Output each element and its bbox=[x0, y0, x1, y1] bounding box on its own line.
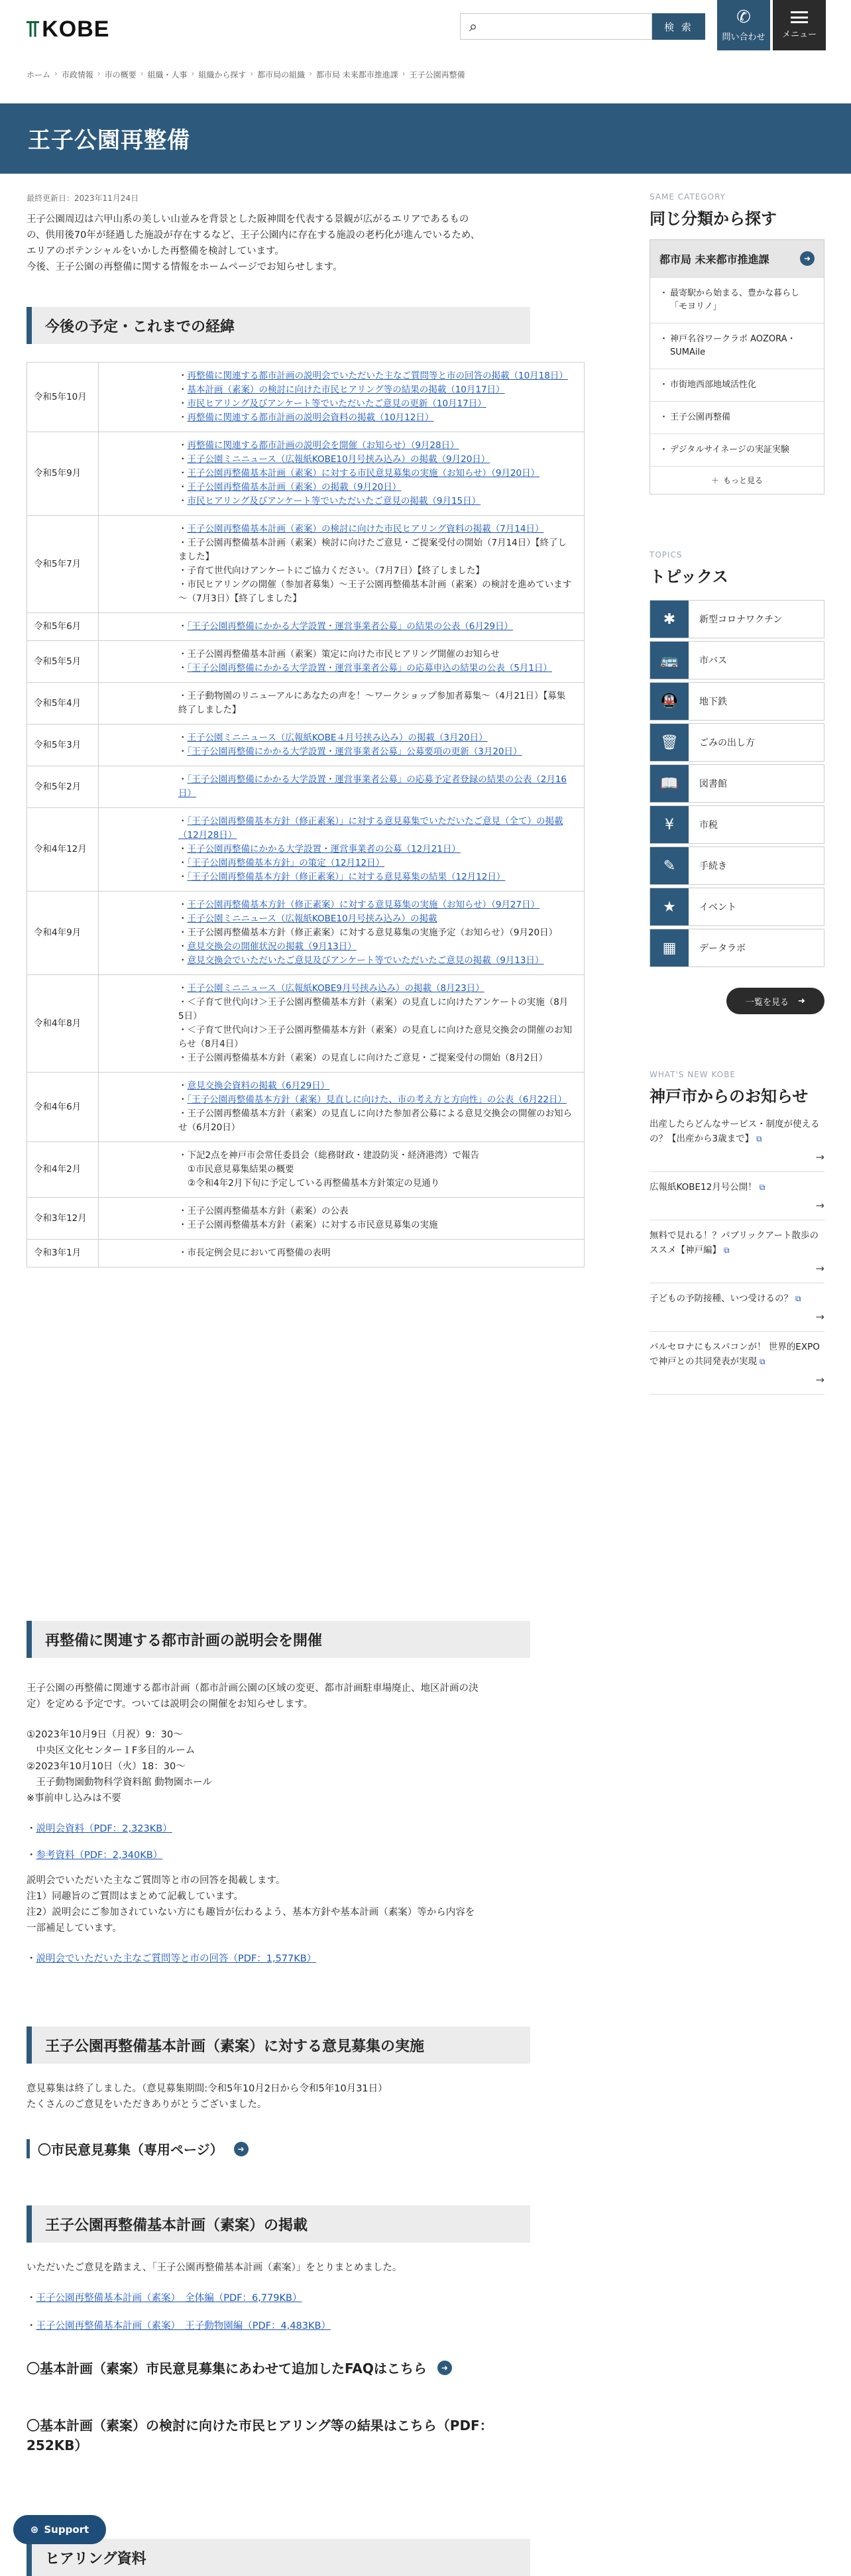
support-button[interactable] bbox=[13, 2515, 106, 2544]
faq-label: 〇基本計画（素案）市民意見募集にあわせて追加したFAQはこちら bbox=[27, 2361, 427, 2376]
topic-label: 市バス bbox=[699, 656, 727, 666]
schedule-row bbox=[27, 1142, 585, 1198]
contact-label: 問い合わせ bbox=[722, 32, 766, 42]
document-icon: ✎ bbox=[650, 847, 689, 884]
intro-line: エリアのポテンシャルをいかした再整備を検討しています。 bbox=[27, 246, 284, 257]
schedule-date: 令和5年7月 bbox=[27, 516, 99, 613]
hamburger-menu-icon bbox=[791, 11, 808, 23]
plan-text: いただいたご意見を踏まえ、「王子公園再整備基本計画（素案）」をとりまとめました。 bbox=[27, 2262, 402, 2273]
schedule-item-link[interactable]: 王子公園再整備基本方針（修正素案）に対する意見募集の実施（お知らせ）（9月27日） bbox=[187, 900, 540, 910]
breadcrumb-item[interactable]: 組織から探す bbox=[198, 70, 247, 80]
schedule-item-text: 王子公園再整備基本方針（素案）の見直しに向けた参加者公募による意見交換会の開催のお知らせ（6月20日） bbox=[178, 1108, 572, 1133]
list-view-label: 一覧を見る bbox=[746, 997, 789, 1008]
schedule-date: 令和4年9月 bbox=[27, 892, 99, 975]
virus-icon: ✱ bbox=[650, 601, 689, 638]
chart-icon: ▦ bbox=[650, 929, 689, 966]
schedule-date: 令和4年6月 bbox=[27, 1073, 99, 1142]
topic-label: 新型コロナワクチン bbox=[699, 615, 783, 625]
sidebar-topics bbox=[650, 550, 824, 1008]
breadcrumb-item[interactable]: 都市局の組織 bbox=[257, 70, 306, 80]
schedule-item-link[interactable]: 基本計画（素案）の検討に向けた市民ヒアリング等の結果の掲載（10月17日） bbox=[187, 384, 505, 395]
meeting-text: 定）を定める予定です。ついては説明会の開催をお知らせします。 bbox=[27, 1699, 313, 1710]
news-title: 神戸市からのお知らせ bbox=[650, 1087, 809, 1106]
phone-icon: ✆ bbox=[736, 7, 751, 27]
news-title: 無料で見れる！？パブリックアート散歩のススメ【神戸編】 bbox=[650, 1230, 819, 1256]
breadcrumb-item[interactable]: 市の概要 bbox=[104, 70, 137, 80]
news-title: 広報紙KOBE12月号公開！ bbox=[650, 1182, 757, 1193]
intro-text bbox=[27, 211, 550, 275]
schedule-item-link[interactable]: 王子公園再整備基本計画（素案）に対する市民意見募集の実施（お知らせ）（9月20日） bbox=[187, 468, 540, 479]
arrow-right-icon: → bbox=[815, 1262, 824, 1275]
news-item[interactable] bbox=[650, 1172, 824, 1220]
breadcrumb-item[interactable]: 組織・人事 bbox=[147, 70, 188, 80]
opinion-heading: 王子公園再整備基本計画（素案）に対する意見募集の実施 bbox=[27, 2026, 530, 2064]
opinion-text: 意見募集は終了しました。（意見募集期間:令和5年10月2日から令和5年10月31日） bbox=[27, 2083, 388, 2094]
breadcrumb-item[interactable]: ホーム bbox=[27, 70, 51, 80]
topic-label: 手続き bbox=[699, 861, 727, 872]
meeting-schedule-line: 王子動物園動物科学資料館 動物園ホール bbox=[27, 1777, 212, 1788]
schedule-item-link[interactable]: 市民ヒアリング及びアンケート等でいただいたご意見の掲載（9月15日） bbox=[187, 496, 481, 506]
topic-item[interactable] bbox=[650, 764, 824, 803]
schedule-date: 令和5年5月 bbox=[27, 641, 99, 683]
search-box bbox=[460, 13, 652, 40]
meeting-schedule-line: 中央区文化センター１F多目的ルーム bbox=[27, 1745, 196, 1756]
plan-full-pdf-link[interactable]: 王子公園再整備基本計画（素案） 全体編（PDF：6,779KB） bbox=[36, 2293, 302, 2304]
meeting-heading: 再整備に関連する都市計画の説明会を開催 bbox=[27, 1621, 530, 1658]
meeting-schedule-line: ※事前申し込みは不要 bbox=[27, 1793, 121, 1804]
meeting-section bbox=[27, 1621, 530, 1967]
search-icon: ⌕ bbox=[469, 18, 478, 35]
support-label: Support bbox=[44, 2524, 89, 2536]
hearing-results-label: 〇基本計画（素案）の検討に向けた市民ヒアリング等の結果はこちら（PDF：252KB） bbox=[27, 2418, 493, 2453]
kobe-logo-mark-icon: ⫪ bbox=[27, 16, 38, 42]
event-icon: ★ bbox=[650, 888, 689, 925]
same-category-title: 同じ分類から探す bbox=[650, 209, 777, 228]
schedule-date: 令和5年9月 bbox=[27, 432, 99, 516]
schedule-row bbox=[27, 725, 585, 766]
schedule-date: 令和5年10月 bbox=[27, 363, 99, 432]
schedule-item-text: 王子動物園のリニューアルにあなたの声を！～ワークショップ参加者募集～（4月21日）【募集終了しました】 bbox=[178, 691, 566, 715]
topic-item[interactable] bbox=[650, 805, 824, 844]
topic-item[interactable] bbox=[650, 888, 824, 926]
topic-label: データラボ bbox=[699, 943, 746, 954]
news-list bbox=[650, 1109, 824, 1395]
news-title: 出産したらどんなサービス・制度が使えるの？【出産から3歳まで】 bbox=[650, 1119, 820, 1144]
meeting-note: 注1）同趣旨のご質問はまとめて記載しています。 bbox=[27, 1891, 244, 1902]
schedule-item-text: 下記2点を神戸市会常任委員会（総務財政・建設防災・経済港湾）で報告 bbox=[187, 1150, 480, 1161]
arrow-right-icon: ➜ bbox=[234, 2142, 249, 2156]
schedule-date: 令和3年1月 bbox=[27, 1240, 99, 1267]
schedule-item-link[interactable]: 「王子公園再整備基本方針（修正素案）」に対する意見募集でいただいたご意見（全て）の掲載（12月28日） bbox=[178, 816, 563, 841]
schedule-item-link[interactable]: 再整備に関連する都市計画の説明会資料の掲載（10月12日） bbox=[187, 412, 434, 423]
schedule-date: 令和4年12月 bbox=[27, 808, 99, 892]
schedule-item-link[interactable]: 王子公園再整備基本計画（素案）の掲載（9月20日） bbox=[187, 482, 402, 493]
schedule-item-text: 王子公園再整備基本方針（素案）の公表 bbox=[187, 1206, 349, 1216]
site-header bbox=[0, 0, 851, 54]
external-link-icon: ⧉ bbox=[759, 1183, 766, 1192]
breadcrumb-item[interactable]: 市政情報 bbox=[61, 70, 93, 80]
topic-label: 地下鉄 bbox=[699, 697, 727, 707]
hearing-section bbox=[27, 2539, 530, 2576]
category-item[interactable]: ・ 神戸名谷ワークラボ AOZORA・SUMAile bbox=[650, 323, 824, 369]
intro-line: 今後、王子公園の再整備に関する情報をホームページでお知らせします。 bbox=[27, 262, 343, 272]
faq-link[interactable] bbox=[27, 2358, 530, 2377]
schedule-item-link[interactable]: 意見交換会でいただいたご意見及びアンケート等でいただいたご意見の掲載（9月13日） bbox=[187, 955, 544, 966]
external-link-icon: ⧉ bbox=[795, 1294, 801, 1303]
menu-button[interactable] bbox=[773, 0, 826, 50]
schedule-row bbox=[27, 683, 585, 725]
menu-label: メニュー bbox=[781, 29, 817, 40]
schedule-item-text: 子育て世代向けアンケートにご協力ください。（7月7日）【終了しました】 bbox=[187, 565, 484, 576]
schedule-heading: 今後の予定・これまでの経緯 bbox=[27, 307, 530, 344]
news-title: 子どもの予防接種、いつ受けるの？ bbox=[650, 1293, 793, 1304]
schedule-row bbox=[27, 808, 585, 892]
schedule-table bbox=[27, 362, 585, 1267]
intro-line: の、供用後70年が経過した施設が存在するなど、王子公園内に存在する施設の老朽化が進んでいるため、 bbox=[27, 230, 481, 241]
schedule-row bbox=[27, 613, 585, 641]
page-title-band bbox=[0, 103, 851, 174]
schedule-item-text: 王子公園再整備基本計画（素案）検討に向けたご意見・ご提案受付の開始（7月14日）【終了しました】 bbox=[178, 538, 567, 562]
topic-label: 市税 bbox=[699, 820, 718, 831]
opinion-text: たくさんのご意見をいただきありがとうございました。 bbox=[27, 2099, 267, 2110]
schedule-row bbox=[27, 1073, 585, 1142]
plus-icon: ＋ bbox=[710, 476, 719, 485]
arrow-right-icon: → bbox=[815, 1374, 824, 1386]
schedule-item-link[interactable]: 市民ヒアリング及びアンケート等でいただいたご意見の更新（10月17日） bbox=[187, 398, 486, 409]
schedule-item-text: ＜子育て世代向け＞王子公園再整備基本方針（素案）の見直しに向けたアンケートの実施（8月5日） bbox=[178, 997, 569, 1022]
topic-item[interactable] bbox=[650, 723, 824, 762]
news-item[interactable] bbox=[650, 1283, 824, 1332]
sidebar-same-category bbox=[650, 192, 824, 495]
schedule-date: 令和3年12月 bbox=[27, 1198, 99, 1240]
arrow-right-icon: ➜ bbox=[798, 996, 805, 1006]
meeting-schedule-line: ①2023年10月9日（月祝）9：30～ bbox=[27, 1729, 183, 1740]
schedule-date: 令和5年3月 bbox=[27, 725, 99, 766]
schedule-item-link[interactable]: 王子公園再整備基本計画（素案）の検討に向けた市民ヒアリング資料の掲載（7月14日） bbox=[187, 524, 544, 534]
schedule-item-link[interactable]: 再整備に関連する都市計画の説明会を開催（お知らせ）（9月28日） bbox=[187, 440, 459, 451]
meeting-text: 王子公園の再整備に関連する都市計画（都市計画公園の区域の変更、都市計画駐車場廃止、地区計画の決 bbox=[27, 1683, 479, 1694]
schedule-row bbox=[27, 432, 585, 516]
schedule-item-text: ＜子育て世代向け＞王子公園再整備基本方針（素案）の見直しに向けた意見交換会の開催のお知らせ（8月4日） bbox=[178, 1025, 572, 1049]
breadcrumb-current: 王子公園再整備 bbox=[409, 70, 465, 80]
plan-heading: 王子公園再整備基本計画（素案）の掲載 bbox=[27, 2205, 530, 2243]
category-item[interactable]: ・ 最寄駅から始まる、豊かな暮らし「モヨリノ」 bbox=[650, 277, 824, 323]
schedule-item-text: 王子公園再整備基本方針（素案）に対する市民意見募集の実施 bbox=[187, 1220, 438, 1230]
topic-item[interactable] bbox=[650, 600, 824, 638]
opinion-section bbox=[27, 2026, 530, 2158]
topic-item[interactable] bbox=[650, 847, 824, 885]
intro-line: 王子公園周辺は六甲山系の美しい山並みを背景とした阪神間を代表する景観が広がるエリアであるもの bbox=[27, 214, 469, 225]
list-view-button[interactable] bbox=[726, 988, 824, 1014]
meeting-note: 一部補足しています。 bbox=[27, 1923, 122, 1934]
schedule-row bbox=[27, 516, 585, 613]
schedule-item-text: 王子公園再整備基本方針（素案）の見直しに向けたご意見・ご提案受付の開始（8月2日） bbox=[187, 1053, 548, 1063]
schedule-item-link[interactable]: 「王子公園再整備にかかる大学設置・運営事業者公募」の応募申込の結果の公表（5月1日） bbox=[187, 663, 552, 673]
schedule-item-link[interactable]: 王子公園再整備にかかる大学設置・運営事業者の公募（12月21日） bbox=[187, 844, 461, 854]
schedule-item-text: 王子公園再整備基本計画（素案）策定に向けた市民ヒアリング開催のお知らせ bbox=[187, 649, 500, 660]
arrow-right-icon: → bbox=[815, 1199, 824, 1212]
external-link-icon: ⧉ bbox=[724, 1246, 730, 1255]
topic-label: 図書館 bbox=[699, 779, 727, 790]
contact-button[interactable] bbox=[717, 0, 770, 50]
schedule-item-link[interactable]: 「王子公園再整備にかかる大学設置・運営事業者公募」公募要項の更新（3月20日） bbox=[187, 746, 522, 757]
schedule-row bbox=[27, 363, 585, 432]
schedule-row bbox=[27, 1198, 585, 1240]
schedule-date: 令和4年2月 bbox=[27, 1142, 99, 1198]
topic-item[interactable] bbox=[650, 682, 824, 721]
kobe-logo-text: KOBE bbox=[42, 16, 110, 42]
trash-icon: 🗑 bbox=[650, 724, 689, 761]
meeting-note: 説明会でいただいた主なご質問等と市の回答を掲載します。 bbox=[27, 1875, 286, 1886]
schedule-item-text: 市長定例会見において再整備の表明 bbox=[187, 1248, 331, 1258]
arrow-right-icon: → bbox=[815, 1311, 824, 1323]
last-updated: 最終更新日：2023年11月24日 bbox=[27, 194, 139, 203]
page-title: 王子公園再整備 bbox=[28, 127, 190, 154]
schedule-item-text: 市民ヒアリングの開催（参加者募集）～王子公園再整備基本計画（素案）の検討を進めています～（7月3日）【終了しました】 bbox=[178, 579, 572, 604]
external-link-icon: ⧉ bbox=[760, 1357, 766, 1366]
schedule-row bbox=[27, 975, 585, 1073]
schedule-row bbox=[27, 641, 585, 683]
news-label: WHAT'S NEW KOBE bbox=[650, 1070, 736, 1079]
meeting-materials-link[interactable]: 説明会資料（PDF：2,323KB） bbox=[36, 1824, 172, 1834]
schedule-item-link[interactable]: 王子公園ミニニュース（広報紙KOBE9月号挟み込み）の掲載（8月23日） bbox=[187, 983, 484, 994]
schedule-item-link[interactable]: 「王子公園再整備にかかる大学設置・運営事業者公募」の結果の公表（6月29日） bbox=[187, 621, 514, 632]
sidebar-news bbox=[650, 1070, 824, 1395]
topic-item[interactable] bbox=[650, 929, 824, 967]
plan-zoo-pdf-link[interactable]: 王子公園再整備基本計画（素案） 王子動物園編（PDF：4,483KB） bbox=[36, 2321, 331, 2331]
reference-materials-link[interactable]: 参考資料（PDF：2,340KB） bbox=[36, 1850, 163, 1861]
breadcrumb-item[interactable]: 都市局 未来都市推進課 bbox=[315, 70, 398, 80]
news-item[interactable] bbox=[650, 1109, 824, 1172]
schedule-date: 令和5年2月 bbox=[27, 766, 99, 808]
category-box bbox=[650, 239, 824, 495]
subway-icon: 🚇 bbox=[650, 683, 689, 720]
meeting-schedule-line: ②2023年10月10日（火）18：30～ bbox=[27, 1761, 186, 1772]
arrow-right-icon: → bbox=[815, 1151, 824, 1163]
schedule-date: 令和5年4月 bbox=[27, 683, 99, 725]
same-category-label: SAME CATEGORY bbox=[650, 192, 726, 202]
book-icon: 📖 bbox=[650, 765, 689, 802]
schedule-item-link[interactable]: 王子公園ミニニュース（広報紙KOBE４月号挟み込み）の掲載（3月20日） bbox=[187, 732, 488, 743]
tax-icon: ¥ bbox=[650, 806, 689, 843]
public-comment-link[interactable] bbox=[27, 2139, 530, 2158]
news-item[interactable] bbox=[650, 1332, 824, 1395]
schedule-row bbox=[27, 766, 585, 808]
schedule-item-link[interactable]: 意見交換会の開催状況の掲載（9月13日） bbox=[187, 941, 357, 952]
topic-label: イベント bbox=[699, 902, 736, 913]
public-comment-label: 〇市民意見募集（専用ページ） bbox=[38, 2142, 223, 2158]
topics-label: TOPICS bbox=[650, 550, 683, 559]
search-input[interactable] bbox=[486, 15, 652, 38]
schedule-date: 令和5年6月 bbox=[27, 613, 99, 641]
hearing-results-link[interactable] bbox=[27, 2416, 557, 2455]
schedule-item-link[interactable]: 「王子公園再整備基本方針（素案）見直しに向けた、市の考え方と方向性」の公表（6月22日） bbox=[187, 1094, 567, 1105]
category-item[interactable]: ・ 王子公園再整備 bbox=[650, 401, 824, 434]
more-label: もっと見る bbox=[723, 476, 764, 485]
schedule-item-link[interactable]: 「王子公園再整備基本方針」の策定（12月12日） bbox=[187, 858, 385, 868]
category-item[interactable]: ・ デジタルサイネージの実証実験 bbox=[650, 434, 824, 466]
kobe-logo[interactable] bbox=[27, 16, 109, 42]
hearing-heading: ヒアリング資料 bbox=[27, 2539, 530, 2576]
bus-icon: 🚌 bbox=[650, 642, 689, 679]
category-head-label: 都市局 未来都市推進課 bbox=[659, 253, 769, 266]
category-item[interactable]: ・ 市街地西部地域活性化 bbox=[650, 369, 824, 401]
external-link-icon: ⧉ bbox=[756, 1134, 762, 1143]
schedule-row bbox=[27, 1240, 585, 1267]
schedule-item-text: 王子公園再整備基本方針（修正素案）に対する意見募集の実施予定（お知らせ）（9月20日） bbox=[187, 927, 558, 938]
meeting-materials bbox=[27, 1821, 530, 1863]
topic-item[interactable] bbox=[650, 641, 824, 679]
arrow-right-icon: ➜ bbox=[437, 2361, 452, 2375]
support-icon: ⊛ bbox=[30, 2524, 39, 2536]
qa-answers-link[interactable]: 説明会でいただいた主なご質問等と市の回答（PDF：1,577KB） bbox=[36, 1954, 317, 1964]
search-button[interactable]: 検 索 bbox=[652, 13, 705, 40]
category-head-link[interactable] bbox=[650, 240, 824, 277]
schedule-item-text: ①市民意見募集結果の概要 bbox=[188, 1164, 294, 1175]
schedule-row bbox=[27, 892, 585, 975]
schedule-item-link[interactable]: 意見交換会資料の掲載（6月29日） bbox=[187, 1081, 330, 1091]
meeting-note: 注2）説明会にご参加されていない方にも趣旨が伝わるよう、基本方針や基本計画（素案）等から内容を bbox=[27, 1907, 475, 1918]
more-button[interactable] bbox=[650, 466, 824, 494]
schedule-item-text: ②令和4年2月下旬に予定している再整備基本方針策定の見通り bbox=[188, 1178, 440, 1189]
schedule-date: 令和4年8月 bbox=[27, 975, 99, 1073]
plan-section bbox=[27, 2205, 530, 2455]
schedule-item-link[interactable]: 王子公園ミニニュース（広報紙KOBE10月号挟み込み）の掲載 bbox=[187, 913, 437, 924]
breadcrumb: ホーム › 市政情報 › 市の概要 › 組織・人事 › 組織から探す › 都市局の組織 › 都市局 未来都市推進課 › 王子公園再整備 bbox=[27, 69, 465, 80]
news-item[interactable] bbox=[650, 1220, 824, 1283]
topics-list bbox=[650, 600, 824, 967]
topics-title: トピックス bbox=[650, 567, 728, 586]
schedule-item-link[interactable]: 「王子公園再整備基本方針（修正素案）」に対する意見募集の結果（12月12日） bbox=[187, 872, 506, 882]
topic-label: ごみの出し方 bbox=[699, 738, 755, 748]
schedule-item-link[interactable]: 王子公園ミニニュース（広報紙KOBE10月号挟み込み）の掲載（9月20日） bbox=[187, 454, 490, 465]
arrow-right-icon: ➜ bbox=[800, 251, 815, 266]
news-title: バルセロナにもスパコンが！ 世界的EXPOで神戸との共同発表が実現 bbox=[650, 1342, 820, 1367]
schedule-item-link[interactable]: 「王子公園再整備にかかる大学設置・運営事業者公募」の応募予定者登録の結果の公表（2月16日） bbox=[178, 774, 567, 799]
schedule-item-link[interactable]: 再整備に関連する都市計画の説明会でいただいた主なご質問等と市の回答の掲載（10月18日） bbox=[187, 371, 568, 381]
